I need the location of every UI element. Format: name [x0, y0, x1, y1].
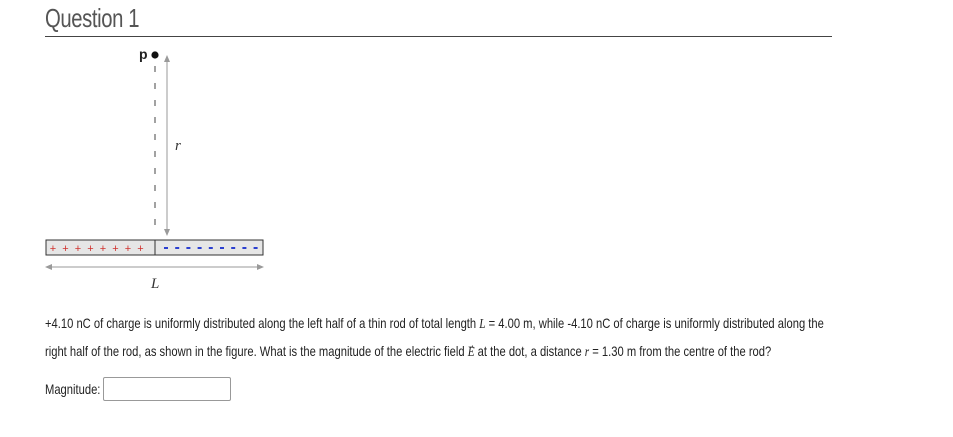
plus-charge: + [124, 243, 132, 255]
minus-charge [198, 247, 202, 249]
problem-statement [45, 310, 824, 366]
problem-text-5: = 1.30 m from the centre of the rod? [589, 343, 772, 359]
length-label: L [151, 276, 160, 292]
minus-charge [164, 247, 168, 249]
length-arrow-head-left [45, 264, 52, 270]
plus-charge: + [74, 243, 82, 255]
question-title: Question 1 [45, 3, 140, 33]
problem-text-1: +4.10 nC of charge is uniformly distributed along the left half of a thin rod of total length [45, 315, 480, 331]
length-symbol: L [479, 317, 486, 332]
point-label: p [139, 46, 148, 62]
minus-charge [186, 247, 190, 249]
plus-charge: + [87, 243, 94, 255]
distance-label: r [175, 138, 181, 154]
minus-charges [164, 247, 258, 249]
problem-text-4: at the dot, a distance [474, 343, 585, 359]
answer-row [45, 375, 231, 403]
distance-arrow-head-top [164, 55, 170, 62]
field-point-dot [151, 51, 158, 58]
plus-charge: + [49, 243, 57, 255]
plus-charge: + [112, 243, 119, 255]
magnitude-input[interactable] [103, 377, 231, 401]
problem-text-2: = 4.00 m, while -4.10 nC of charge is uniformly distributed along the [485, 315, 824, 331]
minus-charge [231, 247, 235, 249]
plus-charge: + [62, 243, 69, 255]
distance-symbol: r [584, 345, 590, 360]
minus-charge [209, 247, 213, 249]
distance-arrow-head-bottom [164, 229, 170, 236]
magnitude-label: Magnitude: [45, 381, 101, 397]
electric-field-symbol: → E [468, 345, 475, 360]
minus-charge [220, 247, 224, 249]
minus-charge [254, 247, 258, 249]
plus-charge: + [99, 243, 107, 255]
problem-text-3: right half of the rod, as shown in the figure. What is the magnitude of the electric field [45, 343, 468, 359]
minus-charge [242, 247, 246, 249]
length-arrow-head-right [257, 264, 264, 270]
minus-charge [175, 247, 179, 249]
plus-charge: + [137, 243, 144, 255]
